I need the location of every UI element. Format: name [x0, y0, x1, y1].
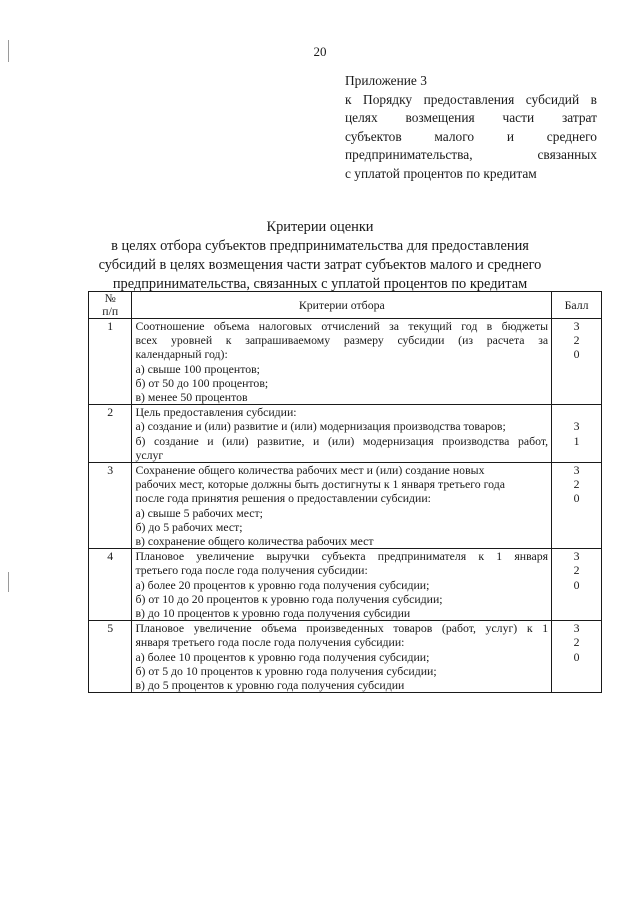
row-scores	[552, 405, 602, 463]
row-number: 4	[89, 549, 132, 621]
score-value: 0	[573, 347, 580, 362]
criteria-line: а) создание и (или) развитие и (или) модернизация производства товаров;	[135, 419, 506, 434]
criteria-line: б) до 5 рабочих мест;	[135, 519, 243, 534]
row-scores	[552, 621, 602, 693]
header-number	[89, 292, 132, 319]
score-value: 3	[573, 621, 580, 636]
header-criteria: Критерии отбора	[132, 292, 552, 319]
score-value: 1	[573, 433, 580, 448]
score-value: 2	[573, 635, 580, 650]
row-number: 1	[89, 319, 132, 405]
criteria-line: рабочих мест, которые должны быть достигнуты к 1 января третьего года	[135, 477, 505, 492]
criteria-line: услуг	[135, 447, 164, 462]
table-header-row	[89, 292, 602, 319]
header-number-line2: п/п	[102, 304, 119, 318]
row-criteria	[132, 549, 552, 621]
score-value: 2	[573, 563, 580, 578]
table-row	[89, 463, 602, 549]
row-number: 3	[89, 463, 132, 549]
header-number-line1: №	[104, 291, 116, 305]
row-number: 2	[89, 405, 132, 463]
table-row	[89, 319, 602, 405]
row-scores	[552, 319, 602, 405]
table-row	[89, 621, 602, 693]
criteria-line: б) от 50 до 100 процентов;	[135, 375, 269, 390]
criteria-line: Плановое увеличение выручки субъекта предпринимателя к 1 января	[135, 549, 549, 564]
title-line: Критерии оценки	[266, 219, 374, 235]
criteria-line: Сохранение общего количества рабочих мест и (или) создание новых	[135, 463, 485, 478]
criteria-line: третьего года после года получения субсидии:	[135, 563, 368, 578]
criteria-line: а) более 20 процентов к уровню года получения субсидии;	[135, 577, 430, 592]
criteria-line: Плановое увеличение объема произведенных товаров (работ, услуг) к 1	[135, 621, 549, 636]
criteria-line: в) до 10 процентов к уровню года получения субсидии	[135, 606, 411, 621]
score-value: 3	[573, 419, 580, 434]
document-title	[40, 218, 600, 294]
title-line: субсидий в целях возмещения части затрат субъектов малого и среднего	[98, 257, 542, 273]
criteria-line: в) до 5 процентов к уровню года получения субсидии	[135, 678, 405, 693]
criteria-line: всех уровней к запрашиваемому размеру субсидии (из расчета за	[135, 333, 549, 348]
criteria-line: января третьего года после года получения субсидии:	[135, 635, 405, 650]
score-value: 0	[573, 649, 580, 664]
row-scores	[552, 463, 602, 549]
criteria-line: календарный год):	[135, 347, 228, 362]
appendix-line: с уплатой процентов по кредитам	[345, 165, 537, 181]
row-criteria	[132, 319, 552, 405]
scan-artifact	[8, 572, 9, 592]
appendix-line: субъектов малого и среднего	[345, 128, 597, 144]
criteria-line: б) создание и (или) развитие, и (или) модернизация производства работ,	[135, 433, 549, 448]
row-number: 5	[89, 621, 132, 693]
row-criteria	[132, 405, 552, 463]
score-value: 3	[573, 319, 580, 333]
row-criteria	[132, 463, 552, 549]
title-line: в целях отбора субъектов предпринимательства для предоставления	[111, 238, 529, 254]
score-value: 3	[573, 463, 580, 478]
criteria-table	[88, 291, 602, 693]
header-score: Балл	[552, 292, 602, 319]
score-value: 0	[573, 577, 580, 592]
table-row	[89, 549, 602, 621]
appendix-line: предпринимательства, связанных	[345, 147, 597, 163]
score-value: 2	[573, 477, 580, 492]
appendix-block	[345, 72, 597, 184]
criteria-line: после года принятия решения о предоставлении субсидии:	[135, 491, 431, 506]
row-criteria	[132, 621, 552, 693]
score-value: 0	[573, 491, 580, 506]
row-scores	[552, 549, 602, 621]
criteria-line: б) от 10 до 20 процентов к уровню года получения субсидии;	[135, 591, 443, 606]
criteria-line: в) менее 50 процентов	[135, 390, 248, 405]
criteria-line: Цель предоставления субсидии:	[135, 405, 297, 420]
score-value: 3	[573, 549, 580, 564]
criteria-line: б) от 5 до 10 процентов к уровню года получения субсидии;	[135, 663, 437, 678]
appendix-line: целях возмещения части затрат	[345, 110, 597, 126]
criteria-line: а) свыше 100 процентов;	[135, 361, 260, 376]
score-value: 2	[573, 333, 580, 348]
criteria-line: Соотношение объема налоговых отчислений за текущий год в бюджеты	[135, 319, 549, 333]
appendix-line: к Порядку предоставления субсидий в	[345, 91, 597, 107]
title-line: предпринимательства, связанных с уплатой процентов по кредитам	[112, 276, 528, 292]
table-row	[89, 405, 602, 463]
appendix-line: Приложение 3	[345, 73, 427, 88]
criteria-line: а) более 10 процентов к уровню года получения субсидии;	[135, 649, 430, 664]
page-number: 20	[313, 44, 327, 59]
criteria-line: в) сохранение общего количества рабочих мест	[135, 534, 374, 549]
criteria-line: а) свыше 5 рабочих мест;	[135, 505, 263, 520]
